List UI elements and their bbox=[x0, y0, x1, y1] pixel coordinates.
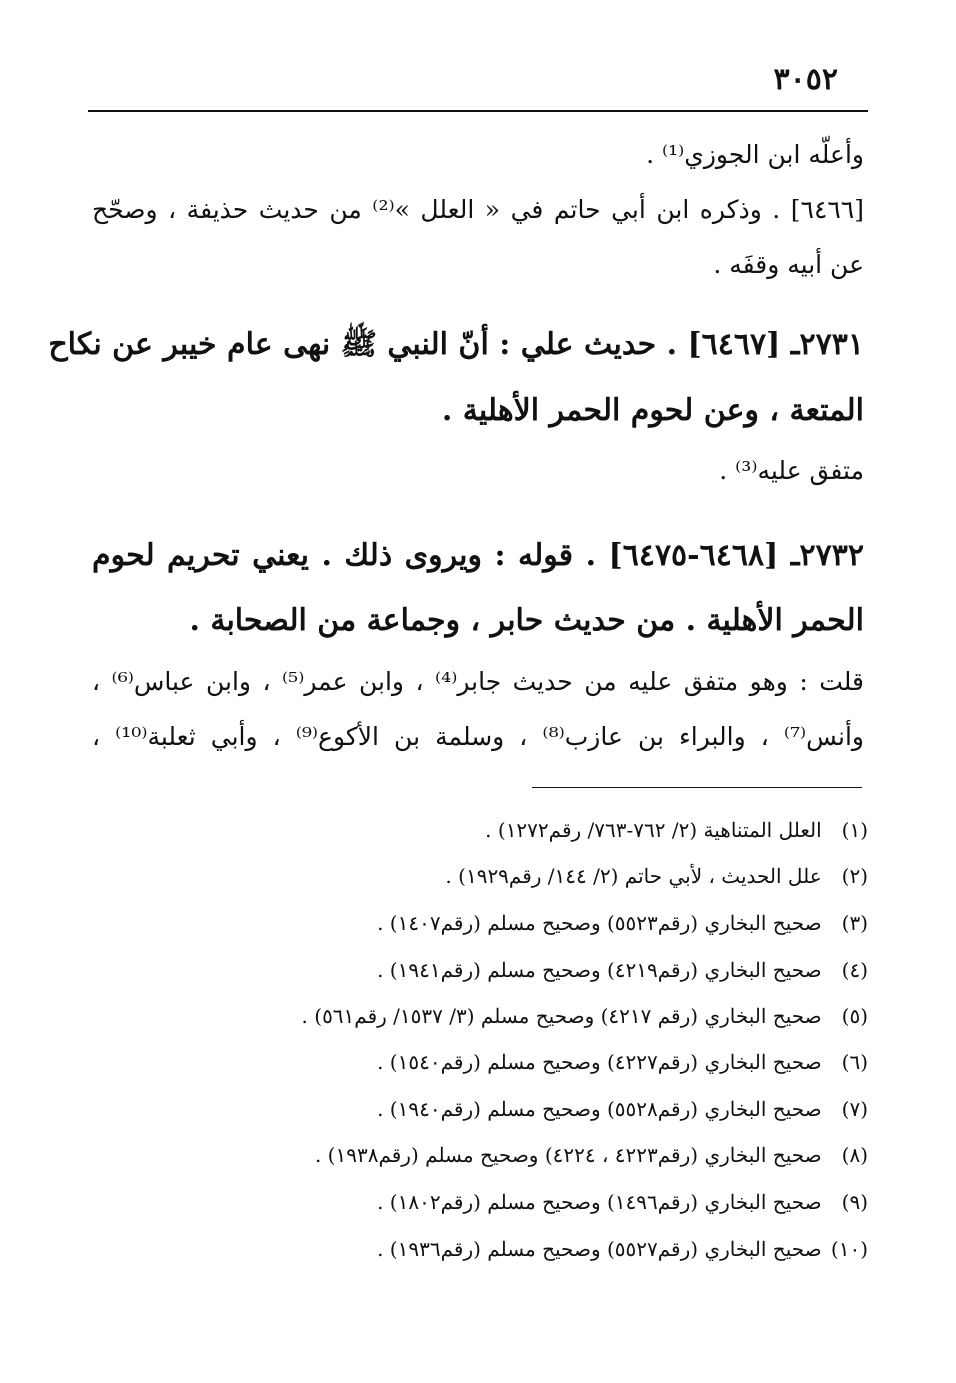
text-line-2: [٦٤٦٦] . وذكره ابن أبي حاتم في « العلل »⁽²⁾ من حديث حذيفة ، وصحّح bbox=[92, 195, 864, 224]
footnote-number: (٥) bbox=[841, 1004, 868, 1028]
text-line-4: متفق عليه⁽³⁾ . bbox=[719, 456, 864, 485]
footnote-number: (٩) bbox=[841, 1190, 868, 1214]
footnote-text: العلل المتناهية (٢/ ٧٦٢-٧٦٣/ رقم١٢٧٢) . bbox=[485, 818, 822, 842]
footnote-text: صحيح البخاري (رقم٥٥٢٣) وصحيح مسلم (رقم١٤٠٧) . bbox=[377, 911, 822, 935]
footnote-rule bbox=[532, 787, 862, 788]
text-line-1: وأعلّه ابن الجوزي⁽¹⁾ . bbox=[646, 140, 864, 169]
footnote-number: (٤) bbox=[841, 958, 868, 982]
text-line-6: وأنس⁽⁷⁾ ، والبراء بن عازب⁽⁸⁾ ، وسلمة بن الأكوع⁽⁹⁾ ، وأبي ثعلبة⁽¹⁰⁾ ، bbox=[92, 722, 865, 751]
footnote-text: صحيح البخاري (رقم٤٢٢٣ ، ٤٢٢٤) وصحيح مسلم (رقم١٩٣٨) . bbox=[314, 1143, 822, 1167]
text-line-5: قلت : وهو متفق عليه من حديث جابر⁽⁴⁾ ، وابن عمر⁽⁵⁾ ، وابن عباس⁽⁶⁾ ، bbox=[92, 667, 865, 696]
footnote-number: (٨) bbox=[841, 1143, 868, 1167]
hadith-2731-continuation: المتعة ، وعن لحوم الحمر الأهلية . bbox=[441, 393, 864, 428]
footnote-8 bbox=[200, 1143, 868, 1167]
footnote-text: صحيح البخاري (رقم٥٥٢٧) وصحيح مسلم (رقم١٩٣٦) . bbox=[377, 1237, 822, 1261]
footnote-text: صحيح البخاري (رقم٥٥٢٨) وصحيح مسلم (رقم١٩٤٠) . bbox=[377, 1097, 822, 1121]
footnote-text: علل الحديث ، لأبي حاتم (٢/ ١٤٤/ رقم١٩٢٩) . bbox=[445, 864, 822, 888]
footnote-2 bbox=[200, 864, 868, 888]
footnote-number: (٦) bbox=[841, 1050, 868, 1074]
footnote-number: (٧) bbox=[841, 1097, 868, 1121]
text-line-3: عن أبيه وقفَه . bbox=[713, 250, 864, 279]
footnote-3 bbox=[200, 911, 868, 935]
header-rule bbox=[88, 110, 868, 112]
footnote-number: (٢) bbox=[841, 864, 868, 888]
footnote-6 bbox=[200, 1050, 868, 1074]
hadith-2732-continuation: الحمر الأهلية . من حديث حابر ، وجماعة من الصحابة . bbox=[189, 603, 864, 638]
footnote-text: صحيح البخاري (رقم١٤٩٦) وصحيح مسلم (رقم١٨٠٢) . bbox=[377, 1190, 822, 1214]
footnote-text: صحيح البخاري (رقم٤٢٢٧) وصحيح مسلم (رقم١٥٤٠) . bbox=[377, 1050, 822, 1074]
footnote-10 bbox=[200, 1237, 868, 1261]
footnote-4 bbox=[200, 958, 868, 982]
hadith-2731-heading: ٢٧٣١ـ [٦٤٦٧] . حديث علي : أنّ النبي ﷺ نهى عام خيبر عن نكاح bbox=[48, 327, 864, 362]
footnote-text: صحيح البخاري (رقم٤٢١٩) وصحيح مسلم (رقم١٩٤١) . bbox=[377, 958, 822, 982]
footnote-9 bbox=[200, 1190, 868, 1214]
footnote-5 bbox=[200, 1004, 868, 1028]
hadith-2732-heading: ٢٧٣٢ـ [٦٤٦٨-٦٤٧٥] . قوله : ويروى ذلك . يعني تحريم لحوم bbox=[92, 538, 864, 573]
footnote-number: (١) bbox=[841, 818, 868, 842]
footnote-7 bbox=[200, 1097, 868, 1121]
footnote-number: (٣) bbox=[841, 911, 868, 935]
footnote-1 bbox=[200, 818, 868, 842]
page-number: ٣٠٥٢ bbox=[773, 62, 838, 97]
footnote-text: صحيح البخاري (رقم ٤٢١٧) وصحيح مسلم (٣/ ١٥٣٧/ رقم٥٦١) . bbox=[301, 1004, 822, 1028]
footnote-number: (١٠) bbox=[830, 1237, 868, 1261]
